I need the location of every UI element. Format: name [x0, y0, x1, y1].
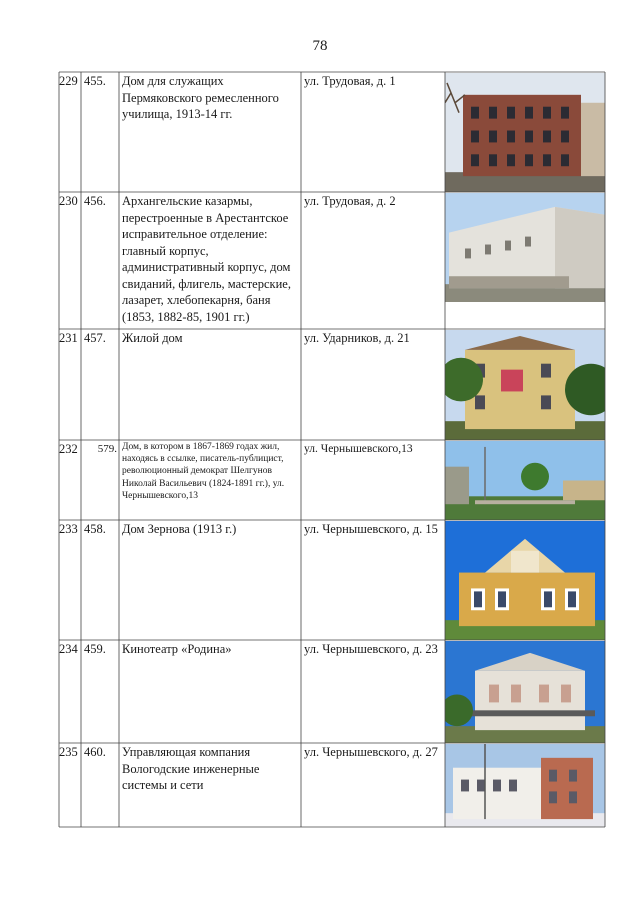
register-id: 460. [84, 745, 106, 759]
row-number: 231 [59, 331, 78, 345]
object-address: ул. Чернышевского, д. 23 [304, 642, 438, 656]
object-name: Дом для служащих Пермяковского ремесленного училища, 1913-14 гг. [122, 74, 279, 121]
row-number: 233 [59, 522, 78, 536]
object-name: Дом, в котором в 1867-1869 годах жил, находясь в ссылке, писатель-публицист, революционный демократ Шелгунов Николай Васильевич (1824-1891 гг.), ул. Чернышевского,13 [122, 442, 285, 501]
table-row [59, 743, 605, 827]
residential-house-photo [445, 329, 605, 440]
row-number: 230 [59, 194, 78, 208]
row-number: 229 [59, 74, 78, 88]
row-number: 234 [59, 642, 78, 656]
zernov-house-photo [445, 520, 605, 640]
table-row [59, 520, 605, 640]
table-row [59, 192, 605, 329]
object-name: Кинотеатр «Родина» [122, 642, 232, 656]
object-address: ул. Чернышевского,13 [304, 443, 413, 455]
object-name: Дом Зернова (1913 г.) [122, 522, 237, 536]
object-name: Управляющая компания Вологодские инженерные системы и сети [122, 745, 260, 792]
object-address: ул. Чернышевского, д. 15 [304, 522, 438, 536]
barracks-photo [445, 192, 605, 302]
table-row [59, 329, 605, 440]
object-address: ул. Трудовая, д. 1 [304, 74, 396, 88]
register-id: 579. [97, 443, 117, 455]
register-id: 457. [84, 331, 106, 345]
brick-building-photo [445, 72, 605, 192]
register-id: 459. [84, 642, 106, 656]
page-number: 78 [312, 38, 328, 54]
rodina-cinema-photo [445, 640, 605, 743]
object-address: ул. Чернышевского, д. 27 [304, 745, 438, 759]
register-id: 455. [84, 74, 106, 88]
shelgunov-house-photo [445, 440, 605, 520]
object-address: ул. Трудовая, д. 2 [304, 194, 396, 208]
object-name: Архангельские казармы, перестроенные в Арестантское исправительное отделение: главный корпус, административный корпус, дом свиданий, флигель, мастерские, лазарет, хлебопекарня, баня (1853, 1882-85, 1901 гг.) [122, 194, 291, 324]
register-id: 456. [84, 194, 106, 208]
row-number: 235 [59, 745, 78, 759]
table-row [59, 72, 605, 192]
register-id: 458. [84, 522, 106, 536]
object-name: Жилой дом [122, 331, 183, 345]
management-company-photo [445, 743, 605, 827]
table-row [59, 440, 605, 520]
row-number: 232 [59, 442, 78, 456]
table-row [59, 640, 605, 743]
object-address: ул. Ударников, д. 21 [304, 331, 410, 345]
